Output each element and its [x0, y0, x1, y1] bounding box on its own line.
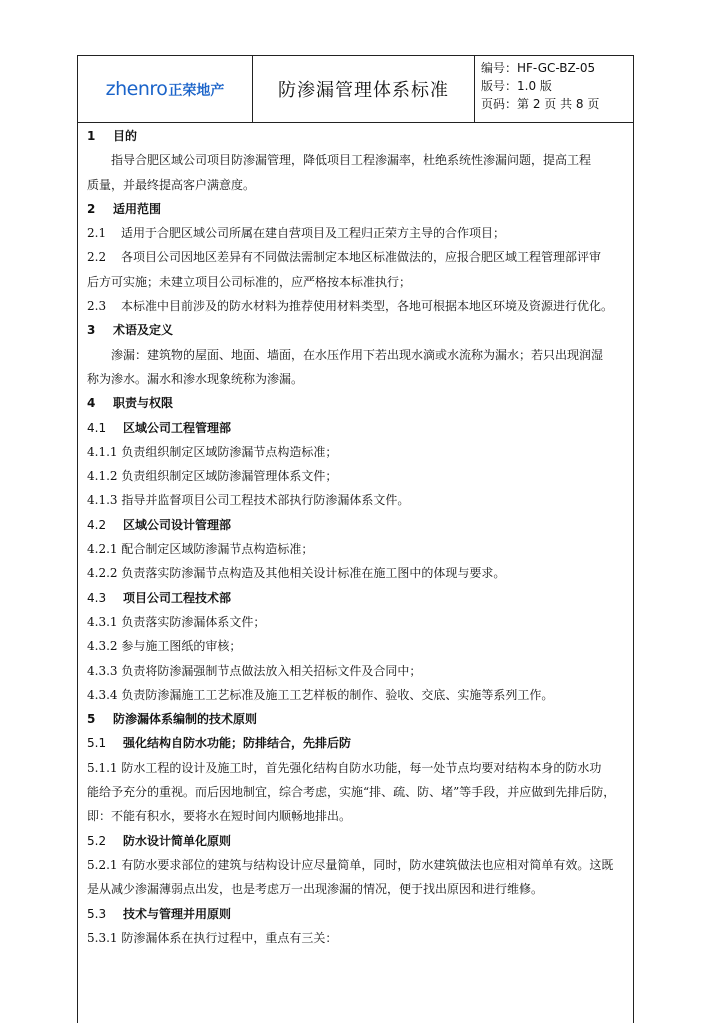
logo-latin-text: zhenro: [105, 78, 168, 100]
paragraph: 质量，并最终提高客户满意度。: [87, 177, 256, 192]
zhenro-logo: [106, 78, 225, 100]
paragraph: 5.3.1 防渗漏体系在执行过程中，重点有三关：: [87, 930, 338, 945]
list-item: 4.3.1 负责落实防渗漏体系文件；: [87, 614, 266, 629]
section-heading: 2 适用范围: [87, 201, 162, 216]
list-item: 4.1.2 负责组织制定区域防渗漏管理体系文件；: [87, 469, 338, 484]
doc-number: 编号：HF-GC-BZ-05: [481, 61, 596, 75]
subsection-heading: 5.2 防水设计简单化原则: [87, 833, 232, 848]
meta-cell: [475, 56, 633, 122]
paragraph: 5.1.1 防水工程的设计及施工时，首先强化结构自防水功能，每一处节点均要对结构本身的防水功: [87, 760, 602, 775]
paragraph: 是从减少渗漏薄弱点出发，也是考虑万一出现渗漏的情况，便于找出原因和进行维修。: [87, 882, 544, 897]
list-item: 4.1.1 负责组织制定区域防渗漏节点构造标准；: [87, 444, 338, 459]
document-body: [87, 124, 627, 950]
paragraph: 称为渗水。漏水和渗水现象统称为渗漏。: [87, 371, 304, 386]
list-item: 4.3.2 参与施工图纸的审核；: [87, 639, 242, 654]
subsection-heading: 4.1 区域公司工程管理部: [87, 420, 232, 435]
section-heading: 5 防渗漏体系编制的技术原则: [87, 712, 258, 727]
list-item: 4.3.3 负责将防渗漏强制节点做法放入相关招标文件及合同中；: [87, 663, 422, 678]
document-header: [78, 56, 633, 123]
doc-version: 版号：1.0 版: [481, 79, 552, 93]
list-item: 4.3.4 负责防渗漏施工工艺标准及施工工艺样板的制作、验收、交底、实施等系列工作。: [87, 687, 554, 702]
list-item: 2.2 各项目公司因地区差异有不同做法需制定本地区标准做法的，应报合肥区域工程管理部评审: [87, 250, 602, 265]
paragraph: 能给予充分的重视。而后因地制宜，综合考虑，实施“排、疏、防、堵”等手段，并应做到先排后防，: [87, 785, 616, 800]
list-item: 4.2.2 负责落实防渗漏节点构造及其他相关设计标准在施工图中的体现与要求。: [87, 566, 506, 581]
subsection-heading: 5.1 强化结构自防水功能；防排结合，先排后防: [87, 736, 352, 751]
section-heading: 4 职责与权限: [87, 396, 174, 411]
page-indicator: 页码：第 2 页 共 8 页: [481, 97, 600, 111]
paragraph: 后方可实施；未建立项目公司标准的，应严格按本标准执行；: [87, 274, 412, 289]
title-cell: [253, 56, 475, 122]
paragraph: 5.2.1 有防水要求部位的建筑与结构设计应尽量简单，同时，防水建筑做法也应相对简单有效。这既: [87, 857, 614, 872]
document-title: 防渗漏管理体系标准: [278, 80, 449, 101]
list-item: 2.3 本标准中目前涉及的防水材料为推荐使用材料类型，各地可根据本地区环境及资源进行优化。: [87, 299, 614, 314]
subsection-heading: 4.2 区域公司设计管理部: [87, 517, 232, 532]
paragraph: 即：不能有积水，要将水在短时间内顺畅地排出。: [87, 809, 352, 824]
list-item: 4.1.3 指导并监督项目公司工程技术部执行防渗漏体系文件。: [87, 493, 410, 508]
list-item: 2.1 适用于合肥区域公司所属在建自营项目及工程归正荣方主导的合作项目；: [87, 226, 506, 241]
logo-chinese-text: 正荣地产: [168, 83, 225, 99]
section-heading: 1 目的: [87, 129, 138, 143]
subsection-heading: 4.3 项目公司工程技术部: [87, 590, 232, 605]
logo-cell: [78, 56, 253, 122]
subsection-heading: 5.3 技术与管理并用原则: [87, 906, 232, 921]
list-item: 4.2.1 配合制定区域防渗漏节点构造标准；: [87, 542, 314, 557]
section-heading: 3 术语及定义: [87, 323, 174, 338]
paragraph: 指导合肥区域公司项目防渗漏管理，降低项目工程渗漏率，杜绝系统性渗漏问题，提高工程: [111, 153, 592, 168]
paragraph: 渗漏：建筑物的屋面、地面、墙面，在水压作用下若出现水滴或水流称为漏水；若只出现润湿: [111, 347, 604, 362]
